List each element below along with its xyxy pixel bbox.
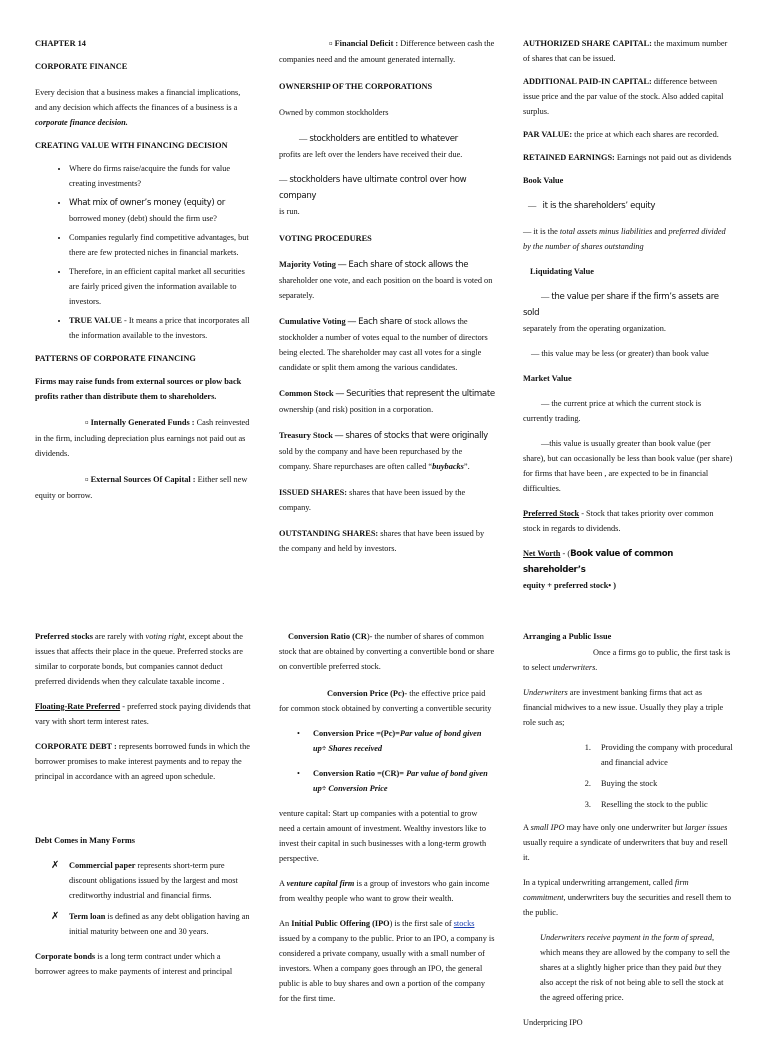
- par-value-paragraph: PAR VALUE: the price at which each shares are recorded.: [523, 130, 719, 139]
- liquidating-value-note: — this value may be less (or greater) than book value: [531, 349, 709, 358]
- underwriters-paragraph: Underwriters are investment banking firms that act as financial midwives to a new issue. Usually they play a triple role such as;: [523, 688, 724, 727]
- authorized-capital-paragraph: AUTHORIZED SHARE CAPITAL: the maximum number of shares that can be issued.: [523, 39, 728, 63]
- venture-capital-firm-paragraph: A venture capital firm is a group of investors who gain income from wealthy people who want to grow their wealth.: [279, 879, 490, 903]
- list-item: 1. Providing the company with procedural and financial advice: [593, 740, 733, 770]
- list-item: • Where do firms raise/acquire the funds for value creating investments?: [69, 161, 251, 191]
- square-bullet-icon: ¤: [85, 476, 89, 484]
- market-value-paragraph: — the current price at which the current stock is currently trading.: [523, 399, 702, 423]
- treasury-stock-paragraph: Treasury Stock — shares of stocks that were originally sold by the company and have been repurchased by the company. Share repurchases are often called “buybacks”.: [279, 431, 488, 471]
- heading-voting: VOTING PROCEDURES: [279, 234, 372, 243]
- bottom-middle-column: [279, 629, 495, 1014]
- bullet-icon: •: [297, 729, 300, 738]
- underpricing-heading: Underpricing IPO: [523, 1018, 583, 1027]
- liquidating-value-paragraph: — the value per share if the firm’s assets are sold separately from the operating organization.: [523, 292, 719, 333]
- bottom-right-column: [523, 629, 733, 1038]
- formula-item: • Conversion Price =(Pc)=Par value of bond given up÷ Shares received: [279, 726, 495, 756]
- stockholders-control-paragraph: — stockholders have ultimate control over how company is run.: [279, 175, 467, 216]
- net-worth-paragraph: Net Worth - (Book value of common shareholder’s equity + preferred stock• ): [523, 549, 674, 590]
- heading-book-value: Book Value: [523, 176, 564, 185]
- list-item: 2. Buying the stock: [593, 776, 733, 791]
- ipo-paragraph: An Initial Public Offering (IPO) is the first sale of stocks issued by a company to the public. Prior to an IPO, a company is considered a private company, usually with a small number of investors. When a company goes through an IPO, the general public is able to buy shares and own a portion of the company for the first time.: [279, 919, 495, 1003]
- formula-item: • Conversion Ratio =(CR)= Par value of bond given up÷ Conversion Price: [279, 766, 495, 796]
- stocks-link[interactable]: stocks: [453, 919, 475, 928]
- external-sources-paragraph: ¤ External Sources Of Capital : Either sell new equity or borrow.: [35, 475, 248, 500]
- small-ipo-paragraph: A small IPO may have only one underwriter but larger issues usually require a syndicate of underwriters that buy and resell it.: [523, 823, 728, 862]
- heading-ownership: OWNERSHIP OF THE CORPORATIONS: [279, 82, 433, 91]
- preferred-stock-paragraph: Preferred Stock - Stock that takes priority over common stock in regards to dividends.: [523, 509, 714, 533]
- list-item: 3. Reselling the stock to the public: [593, 797, 733, 812]
- firm-commitment-paragraph: In a typical underwriting arrangement, called firm commitment, underwriters buy the securities and resell them to the public.: [523, 878, 732, 917]
- financial-deficit-paragraph: ¤ Financial Deficit : Difference between cash the companies need and the amount generated internally.: [279, 39, 495, 64]
- square-bullet-icon: ¤: [85, 419, 89, 427]
- retained-earnings-paragraph: RETAINED EARNINGS: Earnings not paid out as dividends: [523, 153, 732, 162]
- preferred-stocks-paragraph: Preferred stocks are rarely with voting right, except about the issues that affects their place in the queue. Preferred stocks are similar to corporate bonds, but companies cannot deduct preferred dividends when they calculate taxable income .: [35, 632, 243, 686]
- cross-mark-icon: ✗: [51, 911, 60, 922]
- list-item: ✗ Term loan is defined as any debt obligation having an initial maturity between one and 30 years.: [35, 909, 251, 939]
- list-item: • TRUE VALUE - It means a price that incorporates all the information available to the investors.: [69, 313, 251, 343]
- chapter-label: CHAPTER 14: [35, 39, 86, 48]
- internal-funds-paragraph: ¤ Internally Generated Funds : Cash reinvested in the firm, including depreciation plus earnings not paid out as dividends.: [35, 418, 250, 458]
- top-left-column: [35, 36, 251, 511]
- heading-patterns: PATTERNS OF CORPORATE FINANCING: [35, 354, 196, 363]
- corporate-bonds-paragraph: Corporate bonds is a long term contract under which a borrower agrees to make payments of interest and principal: [35, 952, 233, 976]
- bullet-icon: •: [297, 769, 300, 778]
- chapter-title: CORPORATE FINANCE: [35, 62, 128, 71]
- heading-creating-value: CREATING VALUE WITH FINANCING DECISION: [35, 141, 228, 150]
- venture-capital-paragraph: venture capital: Start up companies with a potential to grow need a certain amount of investment. Wealthy investors like to invest their capital in such businesses with a long-term growth perspective.: [279, 809, 487, 863]
- public-issue-paragraph: Once a firms go to public, the first task is to select underwriters.: [523, 648, 731, 672]
- firms-paragraph: Firms may raise funds from external sources or plow back profits rather than distribute them to shareholders.: [35, 377, 242, 401]
- heading-liquidating-value: Liquidating Value: [530, 267, 594, 276]
- list-item: • Therefore, in an efficient capital market all securities are fairly priced given the information available to investors.: [69, 264, 251, 309]
- intro-paragraph: Every decision that a business makes a financial implications, and any decision which affects the finances of a business is a corporate finance decision.: [35, 88, 241, 127]
- owned-by-text: Owned by common stockholders: [279, 108, 389, 117]
- conversion-ratio-paragraph: Conversion Ratio (CR)- the number of shares of common stock that are obtained by converting a convertible bond or share on convertible preferred stock.: [279, 632, 495, 671]
- list-item: ✗ Commercial paper represents short-term pure discount obligations issued by the largest and most creditworthy industrial and financial firms.: [35, 858, 251, 903]
- top-middle-column: [279, 36, 495, 564]
- issued-shares-paragraph: ISSUED SHARES: shares that have been issued by the company.: [279, 488, 466, 512]
- cross-mark-icon: ✗: [51, 860, 60, 871]
- book-value-definition: — it is the total assets minus liabilities and preferred divided by the number of shares outstanding: [523, 227, 726, 251]
- list-item: • What mix of owner’s money (equity) or borrowed money (debt) should the firm use?: [69, 195, 251, 226]
- paid-in-capital-paragraph: ADDITIONAL PAID-IN CAPITAL: difference between issue price and the par value of the stock. Also added capital surplus.: [523, 77, 724, 116]
- cumulative-voting-paragraph: Cumulative Voting — Each share of stock allows the stockholder a number of votes equal to the number of directors being elected. The shareholder may cast all votes for a single candidate or split them among the various candidates.: [279, 317, 488, 372]
- square-bullet-icon: ¤: [329, 40, 333, 48]
- book-value-line: — it is the shareholders’ equity: [528, 201, 656, 211]
- outstanding-shares-paragraph: OUTSTANDING SHARES: shares that have been issued by the company and held by investors.: [279, 529, 485, 553]
- majority-voting-paragraph: Majority Voting — Each share of stock allows the shareholder one vote, and each position on the board is voted on separately.: [279, 260, 493, 300]
- list-item: • Companies regularly find competitive advantages, but there are few protected niches in financial markets.: [69, 230, 251, 260]
- floating-rate-paragraph: Floating-Rate Preferred - preferred stock paying dividends that vary with short term interest rates.: [35, 702, 251, 726]
- stockholders-profit-paragraph: — stockholders are entitled to whatever profits are left over the lenders have received their due.: [279, 134, 463, 159]
- heading-public-issue: Arranging a Public Issue: [523, 632, 612, 641]
- top-right-column: [523, 36, 733, 601]
- underwriter-roles-list: [523, 740, 733, 812]
- market-value-note: —this value is usually greater than book value (per share), but can occasionally be less than book value (per share) for firms that have been , are expected to be in financial difficulties.: [523, 439, 733, 493]
- conversion-price-paragraph: Conversion Price (Pc)- the effective price paid for common stock obtained by converting a convertible security: [279, 689, 492, 713]
- common-stock-paragraph: Common Stock — Securities that represent the ultimate ownership (and risk) position in a corporation.: [279, 389, 495, 414]
- heading-debt-forms: Debt Comes in Many Forms: [35, 836, 136, 845]
- corporate-debt-paragraph: CORPORATE DEBT : represents borrowed funds in which the borrower promises to make interest payments and to repay the principal in accordance with an agreed upon schedule.: [35, 742, 250, 781]
- spread-paragraph: Underwriters receive payment in the form of spread, which means they are allowed by the company to sell the shares at a slightly higher price than they paid but they also accept the risk of not being able to sell the stock at the agreed offering price.: [540, 933, 730, 1002]
- heading-market-value: Market Value: [523, 374, 572, 383]
- value-bullet-list: [35, 161, 251, 343]
- bottom-left-column: [35, 629, 251, 987]
